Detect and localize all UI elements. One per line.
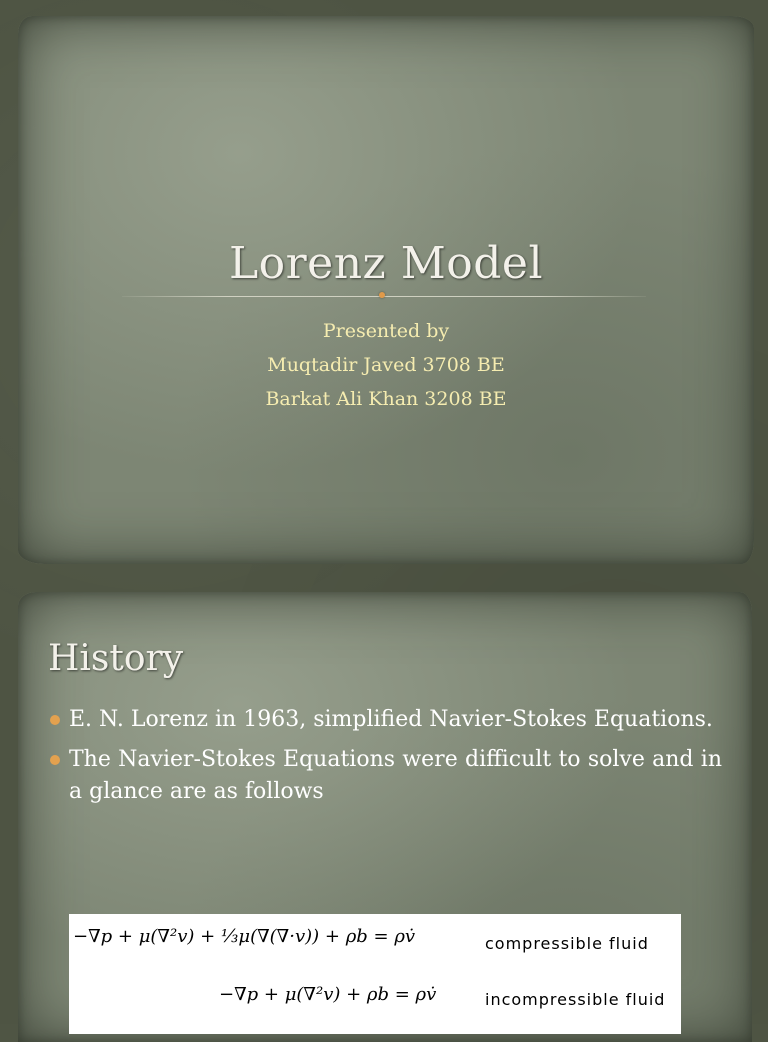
bullet-item: [48, 744, 722, 808]
bullet-list: [48, 704, 722, 816]
slide-title: Lorenz Model: [228, 238, 544, 289]
bullet-text: E. N. Lorenz in 1963, simplified Navier-Stokes Equations.: [69, 707, 713, 732]
incompressible-equation: −∇p + μ(∇²v) + ρb = ρv̇: [219, 984, 437, 1005]
incompressible-label: incompressible fluid: [485, 990, 666, 1009]
presenter-1: Muqtadir Javed 3708 BE: [267, 354, 505, 376]
presenters-block: [18, 314, 754, 416]
presenter-2: Barkat Ali Khan 3208 BE: [265, 388, 507, 410]
bullet-text: The Navier-Stokes Equations were difficult to solve and in a glance are as follows: [69, 747, 722, 804]
bullet-icon: [50, 755, 60, 765]
compressible-equation: −∇p + μ(∇²v) + ⅓μ(∇(∇·v)) + ρb = ρv̇: [73, 926, 416, 947]
compressible-label: compressible fluid: [485, 934, 649, 953]
title-slide: [18, 16, 754, 564]
bullet-icon: [50, 715, 60, 725]
equations-image: [69, 914, 681, 1034]
history-slide: [18, 592, 752, 1042]
presented-by-line: Presented by: [322, 320, 450, 342]
bullet-item: [48, 704, 722, 736]
slide-heading: History: [48, 638, 184, 679]
divider-dot-icon: [379, 292, 385, 298]
